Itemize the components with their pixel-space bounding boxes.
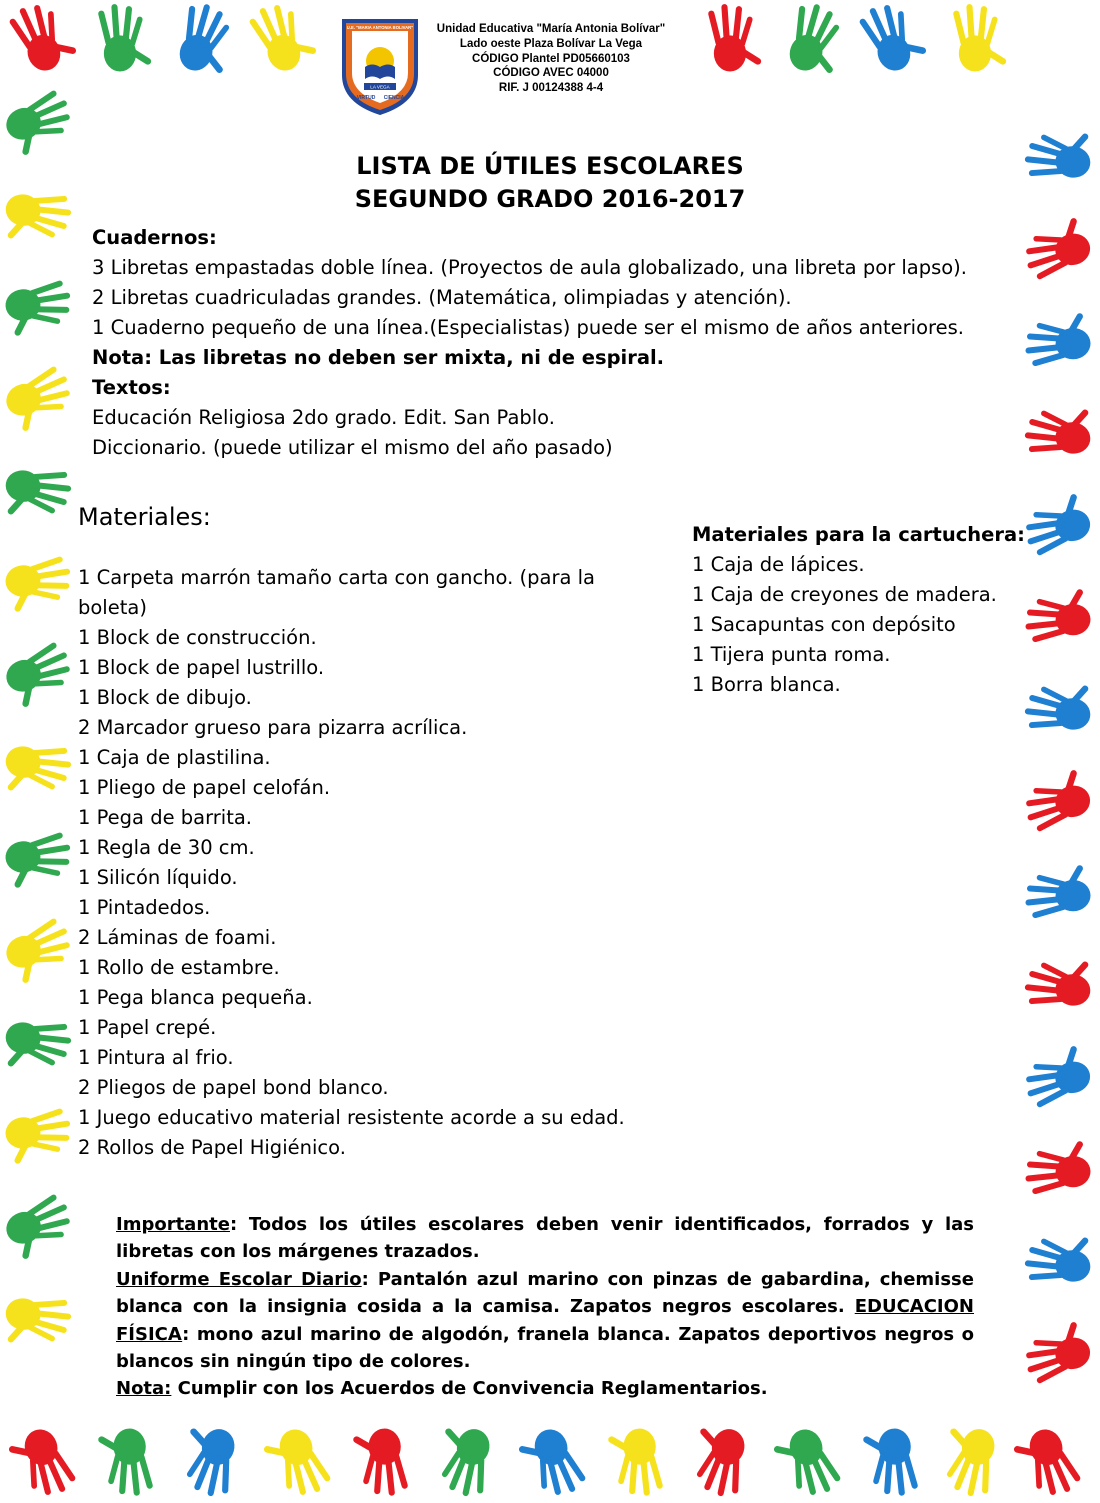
colorful-handprint-icon [0,1290,74,1354]
colorful-handprint-icon [515,1423,590,1503]
list-item: 1 Tijera punta roma. [692,643,891,666]
school-name: Unidad Educativa "María Antonia Bolívar" [436,23,666,35]
colorful-handprint-icon [352,1428,409,1497]
cuadernos-heading: Cuadernos: [92,226,217,249]
school-rif: RIF. J 00124388 4-4 [498,82,604,95]
list-item: Diccionario. (puede utilizar el mismo del año pasado) [92,436,613,459]
list-item: Educación Religiosa 2do grado. Edit. San Pablo. [92,406,555,429]
colorful-handprint-icon [607,1428,664,1497]
school-avec-code: CÓDIGO AVEC 04000 [493,67,609,80]
importante-label: Importante [116,1214,230,1235]
note-uniforme [116,1266,974,1376]
school-logo [338,15,422,119]
colorful-handprint-icon [5,1423,80,1503]
materiales-heading: Materiales: [78,503,211,531]
cuadernos-section [92,223,1012,463]
list-item: 1 Sacapuntas con depósito [692,613,956,636]
textos-heading: Textos: [92,376,171,399]
uniforme-label: Uniforme Escolar Diario [116,1268,362,1290]
list-item: 2 Marcador grueso para pizarra acrílica. [78,716,468,739]
colorful-handprint-icon [0,363,79,435]
colorful-handprint-icon [0,738,74,802]
colorful-handprint-icon [1024,312,1091,367]
list-item: 1 Regla de 30 cm. [78,836,255,859]
logo-motto-right: CIENCIA [383,95,405,101]
uniforme-text: : Pantalón azul marino con pinzas de gabardina, chemisse blanca con la insignia cosida a la camisa. Zapatos negros escolares. [116,1268,974,1318]
colorful-handprint-icon [0,87,79,159]
important-notes [116,1211,974,1403]
list-item: 2 Libretas cuadriculadas grandes. (Matemática, olimpiadas y atención). [92,286,792,309]
school-info [420,22,682,96]
list-item: 1 Pega de barrita. [78,806,252,829]
importante-text: : Todos los útiles escolares deben venir identificados, forrados y las libretas con los márgenes trazados. [116,1214,974,1263]
list-item: 1 Block de construcción. [78,626,317,649]
list-item: 1 Silicón líquido. [78,866,238,889]
list-item: 1 Pega blanca pequeña. [78,986,313,1009]
colorful-handprint-icon [779,0,854,81]
cartuchera-section [692,520,1025,700]
list-item: 1 Rollo de estambre. [78,956,280,979]
list-item: 1 Caja de creyones de madera. [692,583,997,606]
list-item: 1 Borra blanca. [692,673,841,696]
list-item: 1 Caja de lápices. [692,553,865,576]
cartuchera-heading: Materiales para la cartuchera: [692,523,1025,546]
logo-top-text: U.E. "MARIA ANTONIA BOLIVAR" [346,25,414,30]
colorful-handprint-icon [1019,491,1095,558]
list-item: 2 Rollos de Papel Higiénico. [78,1136,346,1159]
colorful-handprint-icon [1024,588,1091,643]
educacion-fisica-text: : mono azul marino de algodón, franela blanca. Zapatos deportivos negros o blancos sin ningún tipo de colores. [116,1323,974,1373]
colorful-handprint-icon [953,4,1008,72]
list-item: 1 Juego educativo material resistente acorde a su edad. [78,1106,625,1129]
colorful-handprint-icon [1024,1140,1091,1195]
colorful-handprint-icon [1022,123,1096,187]
colorful-handprint-icon [1019,215,1095,282]
title-line-2: SEGUNDO GRADO 2016-2017 [354,185,746,213]
colorful-handprint-icon [0,915,79,987]
colorful-handprint-icon [1019,767,1095,834]
nota-text: Cumplir con los Acuerdos de Convivencia Reglamentarios. [171,1378,768,1400]
colorful-handprint-icon [862,1428,919,1497]
colorful-handprint-icon [1019,1319,1095,1386]
colorful-handprint-icon [0,186,74,250]
list-item: 1 Pliego de papel celofán. [78,776,331,799]
colorful-handprint-icon [4,831,74,890]
list-item: 1 Pintura al frio. [78,1046,234,1069]
note-importante [116,1211,974,1266]
colorful-handprint-icon [1019,1043,1095,1110]
list-item: 2 Láminas de foami. [78,926,277,949]
nota-label: Nota: [116,1378,172,1400]
colorful-handprint-icon [0,1191,79,1263]
educacion-fisica-label: EDUCACION FÍSICA [116,1296,974,1345]
list-item: 1 Block de papel lustrillo. [78,656,325,679]
colorful-handprint-icon [1024,864,1091,919]
colorful-handprint-icon [4,1107,74,1166]
list-item: 3 Libretas empastadas doble línea. (Proyectos de aula globalizado, una libreta por lapso). [92,256,967,279]
list-item: 1 Pintadedos. [78,896,211,919]
colorful-handprint-icon [1022,951,1096,1015]
colorful-handprint-icon [0,639,79,711]
list-item: 1 Cuaderno pequeño de una línea.(Especialistas) puede ser el mismo de años anteriores. [92,316,964,339]
colorful-handprint-icon [0,1014,74,1078]
materiales-list [78,563,638,1163]
colorful-handprint-icon [933,1421,1004,1501]
colorful-handprint-icon [683,1421,754,1501]
colorful-handprint-icon [6,0,81,77]
note-convivencia [116,1375,974,1402]
cuadernos-note: Nota: Las libretas no deben ser mixta, ni de espiral. [92,346,665,369]
colorful-handprint-icon [1022,675,1096,739]
logo-motto-left: VIRTUD [356,95,376,101]
page-title [250,150,850,216]
colorful-handprint-icon [1022,399,1096,463]
colorful-handprint-icon [0,462,74,526]
list-item: 1 Carpeta marrón tamaño carta con gancho. (para la boleta) [78,566,595,619]
colorful-handprint-icon [169,0,244,81]
logo-place-text: LA VEGA [370,84,390,90]
colorful-handprint-icon [260,1423,335,1503]
colorful-handprint-icon [4,279,74,338]
colorful-handprint-icon [428,1421,499,1501]
colorful-handprint-icon [1022,1227,1096,1291]
colorful-handprint-icon [98,4,153,72]
colorful-handprint-icon [770,1423,845,1503]
colorful-handprint-icon [856,0,931,77]
list-item: 1 Caja de plastilina. [78,746,271,769]
colorful-handprint-icon [708,4,763,72]
list-item: 1 Block de dibujo. [78,686,252,709]
colorful-handprint-icon [173,1421,244,1501]
list-item: 2 Pliegos de papel bond blanco. [78,1076,389,1099]
list-item: 1 Papel crepé. [78,1016,217,1039]
school-address: Lado oeste Plaza Bolívar La Vega [459,37,643,50]
colorful-handprint-icon [97,1428,154,1497]
school-code: CÓDIGO Plantel PD05660103 [472,52,630,65]
title-line-1: LISTA DE ÚTILES ESCOLARES [356,152,744,180]
colorful-handprint-icon [4,555,74,614]
colorful-handprint-icon [1010,1423,1085,1503]
colorful-handprint-icon [246,0,321,77]
